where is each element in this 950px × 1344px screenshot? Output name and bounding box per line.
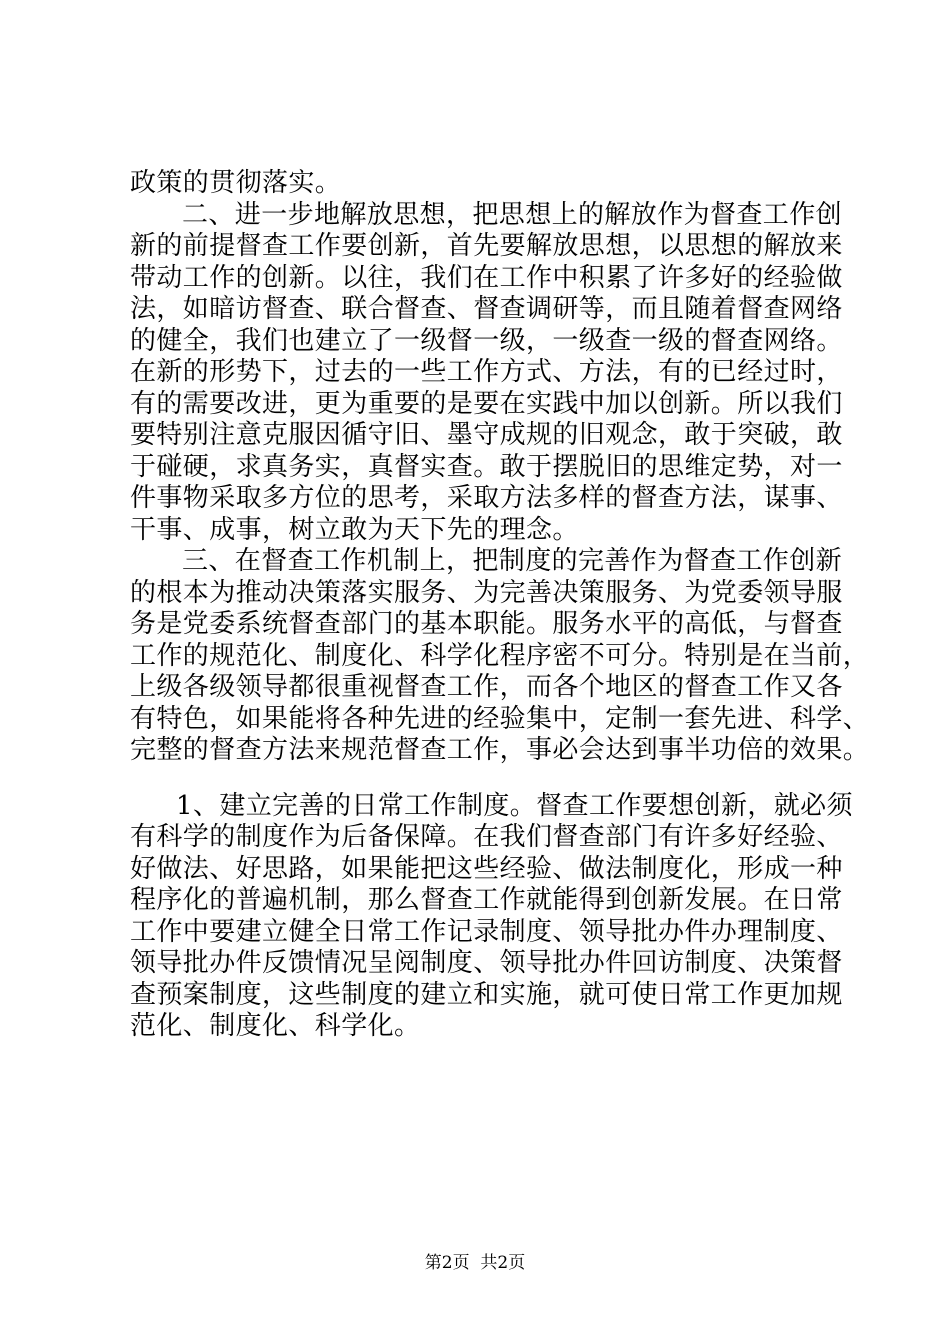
text-line: 政策的贯彻落实。 <box>130 168 342 198</box>
text-line: 有特色，如果能将各种先进的经验集中，定制一套先进、科学、 <box>130 703 870 734</box>
paragraph-gap <box>130 767 860 791</box>
text-line: 在新的形势下，过去的一些工作方式、方法，有的已经过时， <box>130 357 843 387</box>
text-line: 要特别注意克服因循守旧、墨守成规的旧观念，敢于突破，敢 <box>130 420 843 450</box>
text-line: 件事物采取多方位的思考，采取方法多样的督查方法，谋事、 <box>130 483 843 513</box>
text-line: 的根本为推动决策落实服务、为完善决策服务、为党委领导服 <box>130 577 843 608</box>
paragraph-2-heading-line: 二、进一步地解放思想，把思想上的解放作为督查工作创 <box>182 199 843 230</box>
paragraph-3-heading-line: 三、在督查工作机制上，把制度的完善作为督查工作创新 <box>182 546 843 576</box>
text-line: 领导批办件反馈情况呈阅制度、领导批办件回访制度、决策督 <box>130 948 843 978</box>
text-line: 于碰硬，求真务实，真督实查。敢于摆脱旧的思维定势，对一 <box>130 451 843 482</box>
text-line: 好做法、好思路，如果能把这些经验、做法制度化，形成一种 <box>130 853 843 884</box>
text-line: 带动工作的创新。以往，我们在工作中积累了许多好的经验做 <box>130 262 843 293</box>
text-line: 上级各级领导都很重视督查工作，而各个地区的督查工作又各 <box>130 672 843 702</box>
paragraph-4-heading-line: 1、建立完善的日常工作制度。督查工作要想创新，就必须 <box>176 790 853 821</box>
page-number-footer: 第2页 共2页 <box>424 1253 526 1273</box>
text-line: 完整的督查方法来规范督查工作，事必会达到事半功倍的效果。 <box>130 735 870 765</box>
text-line: 工作的规范化、制度化、科学化程序密不可分。特别是在当前， <box>130 640 870 671</box>
text-line: 查预案制度，这些制度的建立和实施，就可使日常工作更加规 <box>130 979 843 1010</box>
text-line: 工作中要建立健全日常工作记录制度、领导批办件办理制度、 <box>130 916 843 947</box>
text-line: 程序化的普遍机制，那么督查工作就能得到创新发展。在日常 <box>130 885 843 915</box>
document-body <box>130 168 870 1043</box>
text-line: 范化、制度化、科学化。 <box>130 1011 421 1041</box>
text-line: 新的前提督查工作要创新，首先要解放思想，以思想的解放来 <box>130 231 843 261</box>
text-line: 有科学的制度作为后备保障。在我们督查部门有许多好经验、 <box>130 822 843 852</box>
text-line: 干事、成事，树立敢为天下先的理念。 <box>130 514 579 545</box>
text-line: 法，如暗访督查、联合督查、督查调研等，而且随着督查网络 <box>130 294 843 324</box>
text-line: 有的需要改进，更为重要的是要在实践中加以创新。所以我们 <box>130 388 843 419</box>
text-line: 务是党委系统督查部门的基本职能。服务水平的高低，与督查 <box>130 609 843 639</box>
text-line: 的健全，我们也建立了一级督一级，一级查一级的督查网络。 <box>130 325 843 356</box>
